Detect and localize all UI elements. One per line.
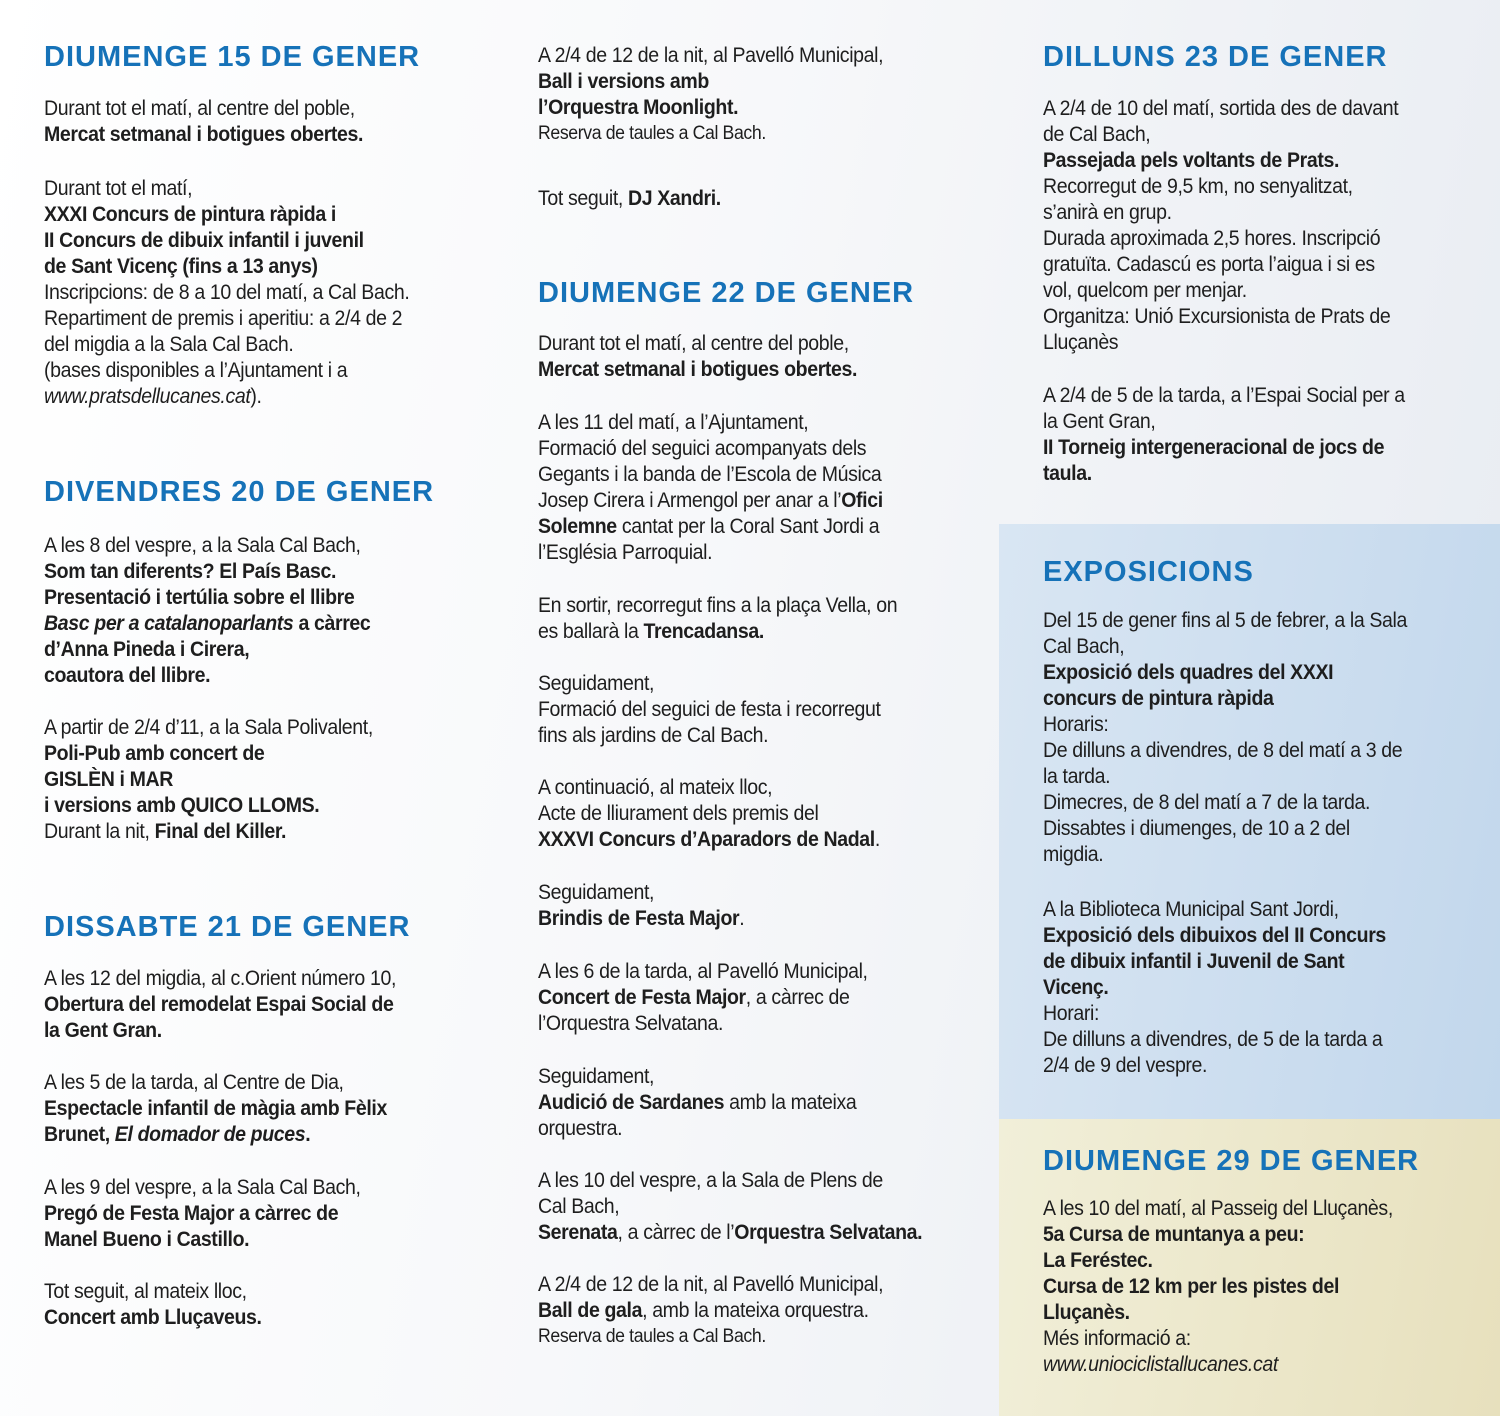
event-serenata: A les 10 del vespre, a la Sala de Plens de Cal Bach, Serenata, a càrrec de l’Orquestra Selvatana. <box>538 1169 923 1244</box>
event-concert-festa-major: A les 6 de la tarda, al Pavelló Municipal, Concert de Festa Major, a càrrec de l’Orquestra Selvatana. <box>538 960 868 1035</box>
event-ball-gala: A 2/4 de 12 de la nit, al Pavelló Municipal, Ball de gala, amb la mateixa orquestra. Reserva de taules a Cal Bach. <box>538 1273 884 1347</box>
heading-diumenge-29: DIUMENGE 29 DE GENER <box>1043 1145 1420 1177</box>
event-cursa-muntanya: A les 10 del matí, al Passeig del Lluçanès, 5a Cursa de muntanya a peu: La Feréstec. Cursa de 12 km per les pistes del Lluçanès. Més informació a: www.uniociclistallucanes.cat <box>1043 1196 1462 1378</box>
event-mercat-22: Durant tot el matí, al centre del poble, Mercat setmanal i botigues obertes. <box>538 332 858 381</box>
event-espai-social: A les 12 del migdia, al c.Orient número 10, Obertura del remodelat Espai Social de la Gent Gran. <box>44 967 397 1042</box>
heading-exposicions: EXPOSICIONS <box>1043 556 1254 588</box>
event-trencadansa: En sortir, recorregut fins a la plaça Vella, on es ballarà la Trencadansa. <box>538 594 898 643</box>
event-poli-pub: A partir de 2/4 d’11, a la Sala Polivalent, Poli-Pub amb concert de GISLÈN i MAR i versions amb QUICO LLOMS. Durant la nit, Final del Killer. <box>44 716 373 843</box>
event-magia: A les 5 de la tarda, al Centre de Dia, Espectacle infantil de màgia amb Fèlix Brunet, El domador de puces. <box>44 1071 387 1146</box>
event-llucaveus: Tot seguit, al mateix lloc, Concert amb Lluçaveus. <box>44 1280 262 1329</box>
event-seguici: Seguidament, Formació del seguici de festa i recorregut fins als jardins de Cal Bach. <box>538 672 881 747</box>
event-torneig: A 2/4 de 5 de la tarda, a l’Espai Social per a la Gent Gran, II Torneig intergeneracional de jocs de taula. <box>1043 384 1405 485</box>
event-prego: A les 9 del vespre, a la Sala Cal Bach, Pregó de Festa Major a càrrec de Manel Bueno i Castillo. <box>44 1176 361 1251</box>
event-ofici: A les 11 del matí, a l’Ajuntament, Formació del seguici acompanyats dels Gegants i la banda de l’Escola de Música Josep Cirera i Armengol per anar a l’Ofici Solemne cantat per la Coral Sant Jordi a l’Església Parroquial. <box>538 411 883 564</box>
heading-divendres-20: DIVENDRES 20 DE GENER <box>44 476 435 508</box>
event-aparadors: A continuació, al mateix lloc, Acte de lliurament dels premis del XXXVI Concurs d’Aparadors de Nadal. <box>538 776 880 851</box>
heading-dissabte-21: DISSABTE 21 DE GENER <box>44 911 411 943</box>
event-brindis: Seguidament, Brindis de Festa Major. <box>538 881 745 930</box>
event-concurs-pintura: Durant tot el matí, XXXI Concurs de pintura ràpida i II Concurs de dibuix infantil i juvenil de Sant Vicenç (fins a 13 anys) Inscripcions: de 8 a 10 del matí, a Cal Bach. Repartiment de premis i aperitiu: a 2/4 de 2 del migdia a la Sala Cal Bach. (bases disponibles a l’Ajuntament i a www.pratsdellucanes.cat). <box>44 177 410 408</box>
event-pais-basc: A les 8 del vespre, a la Sala Cal Bach, Som tan diferents? El País Basc. Presentació i tertúlia sobre el llibre Basc per a catalanoparlants a càrrec d’Anna Pineda i Cirera, coautora del llibre. <box>44 534 371 687</box>
event-moonlight: A 2/4 de 12 de la nit, al Pavelló Municipal, Ball i versions amb l’Orquestra Moonlight. Reserva de taules a Cal Bach. <box>538 44 884 144</box>
heading-diumenge-15: DIUMENGE 15 DE GENER <box>44 41 421 73</box>
event-dj-xandri: Tot seguit, DJ Xandri. <box>538 187 721 210</box>
heading-dilluns-23: DILLUNS 23 DE GENER <box>1043 41 1388 73</box>
event-expo-dibuixos: A la Biblioteca Municipal Sant Jordi, Exposició dels dibuixos del II Concurs de dibuix infantil i Juvenil de Sant Vicenç. Horari: De dilluns a divendres, de 5 de la tarda a 2/4 de 9 del vespre. <box>1043 898 1386 1077</box>
event-expo-quadres: Del 15 de gener fins al 5 de febrer, a la Sala Cal Bach, Exposició dels quadres del XXXI concurs de pintura ràpida Horaris: De dilluns a divendres, de 8 del matí a 3 de la tarda. Dimecres, de 8 del matí a 7 de la tarda. Dissabtes i diumenges, de 10 a 2 del migdia. <box>1043 609 1407 866</box>
link-pratsdellucanes[interactable]: www.pratsdellucanes.cat <box>44 385 251 408</box>
event-sardanes: Seguidament, Audició de Sardanes amb la mateixa orquestra. <box>538 1065 857 1140</box>
event-passejada: A 2/4 de 10 del matí, sortida des de davant de Cal Bach, Passejada pels voltants de Prats. Recorregut de 9,5 km, no senyalitzat, s’anirà en grup. Durada aproximada 2,5 hores. Inscripció gratuïta. Cadascú es porta l’aigua i si es vol, quelcom per menjar. Organitza: Unió Excursionista de Prats de Lluçanès <box>1043 97 1399 354</box>
event-mercat-15: Durant tot el matí, al centre del poble, Mercat setmanal i botigues obertes. <box>44 97 364 146</box>
link-uniociclistallucanes[interactable]: www.uniociclistallucanes.cat <box>1043 1353 1278 1376</box>
heading-diumenge-22: DIUMENGE 22 DE GENER <box>538 277 915 309</box>
